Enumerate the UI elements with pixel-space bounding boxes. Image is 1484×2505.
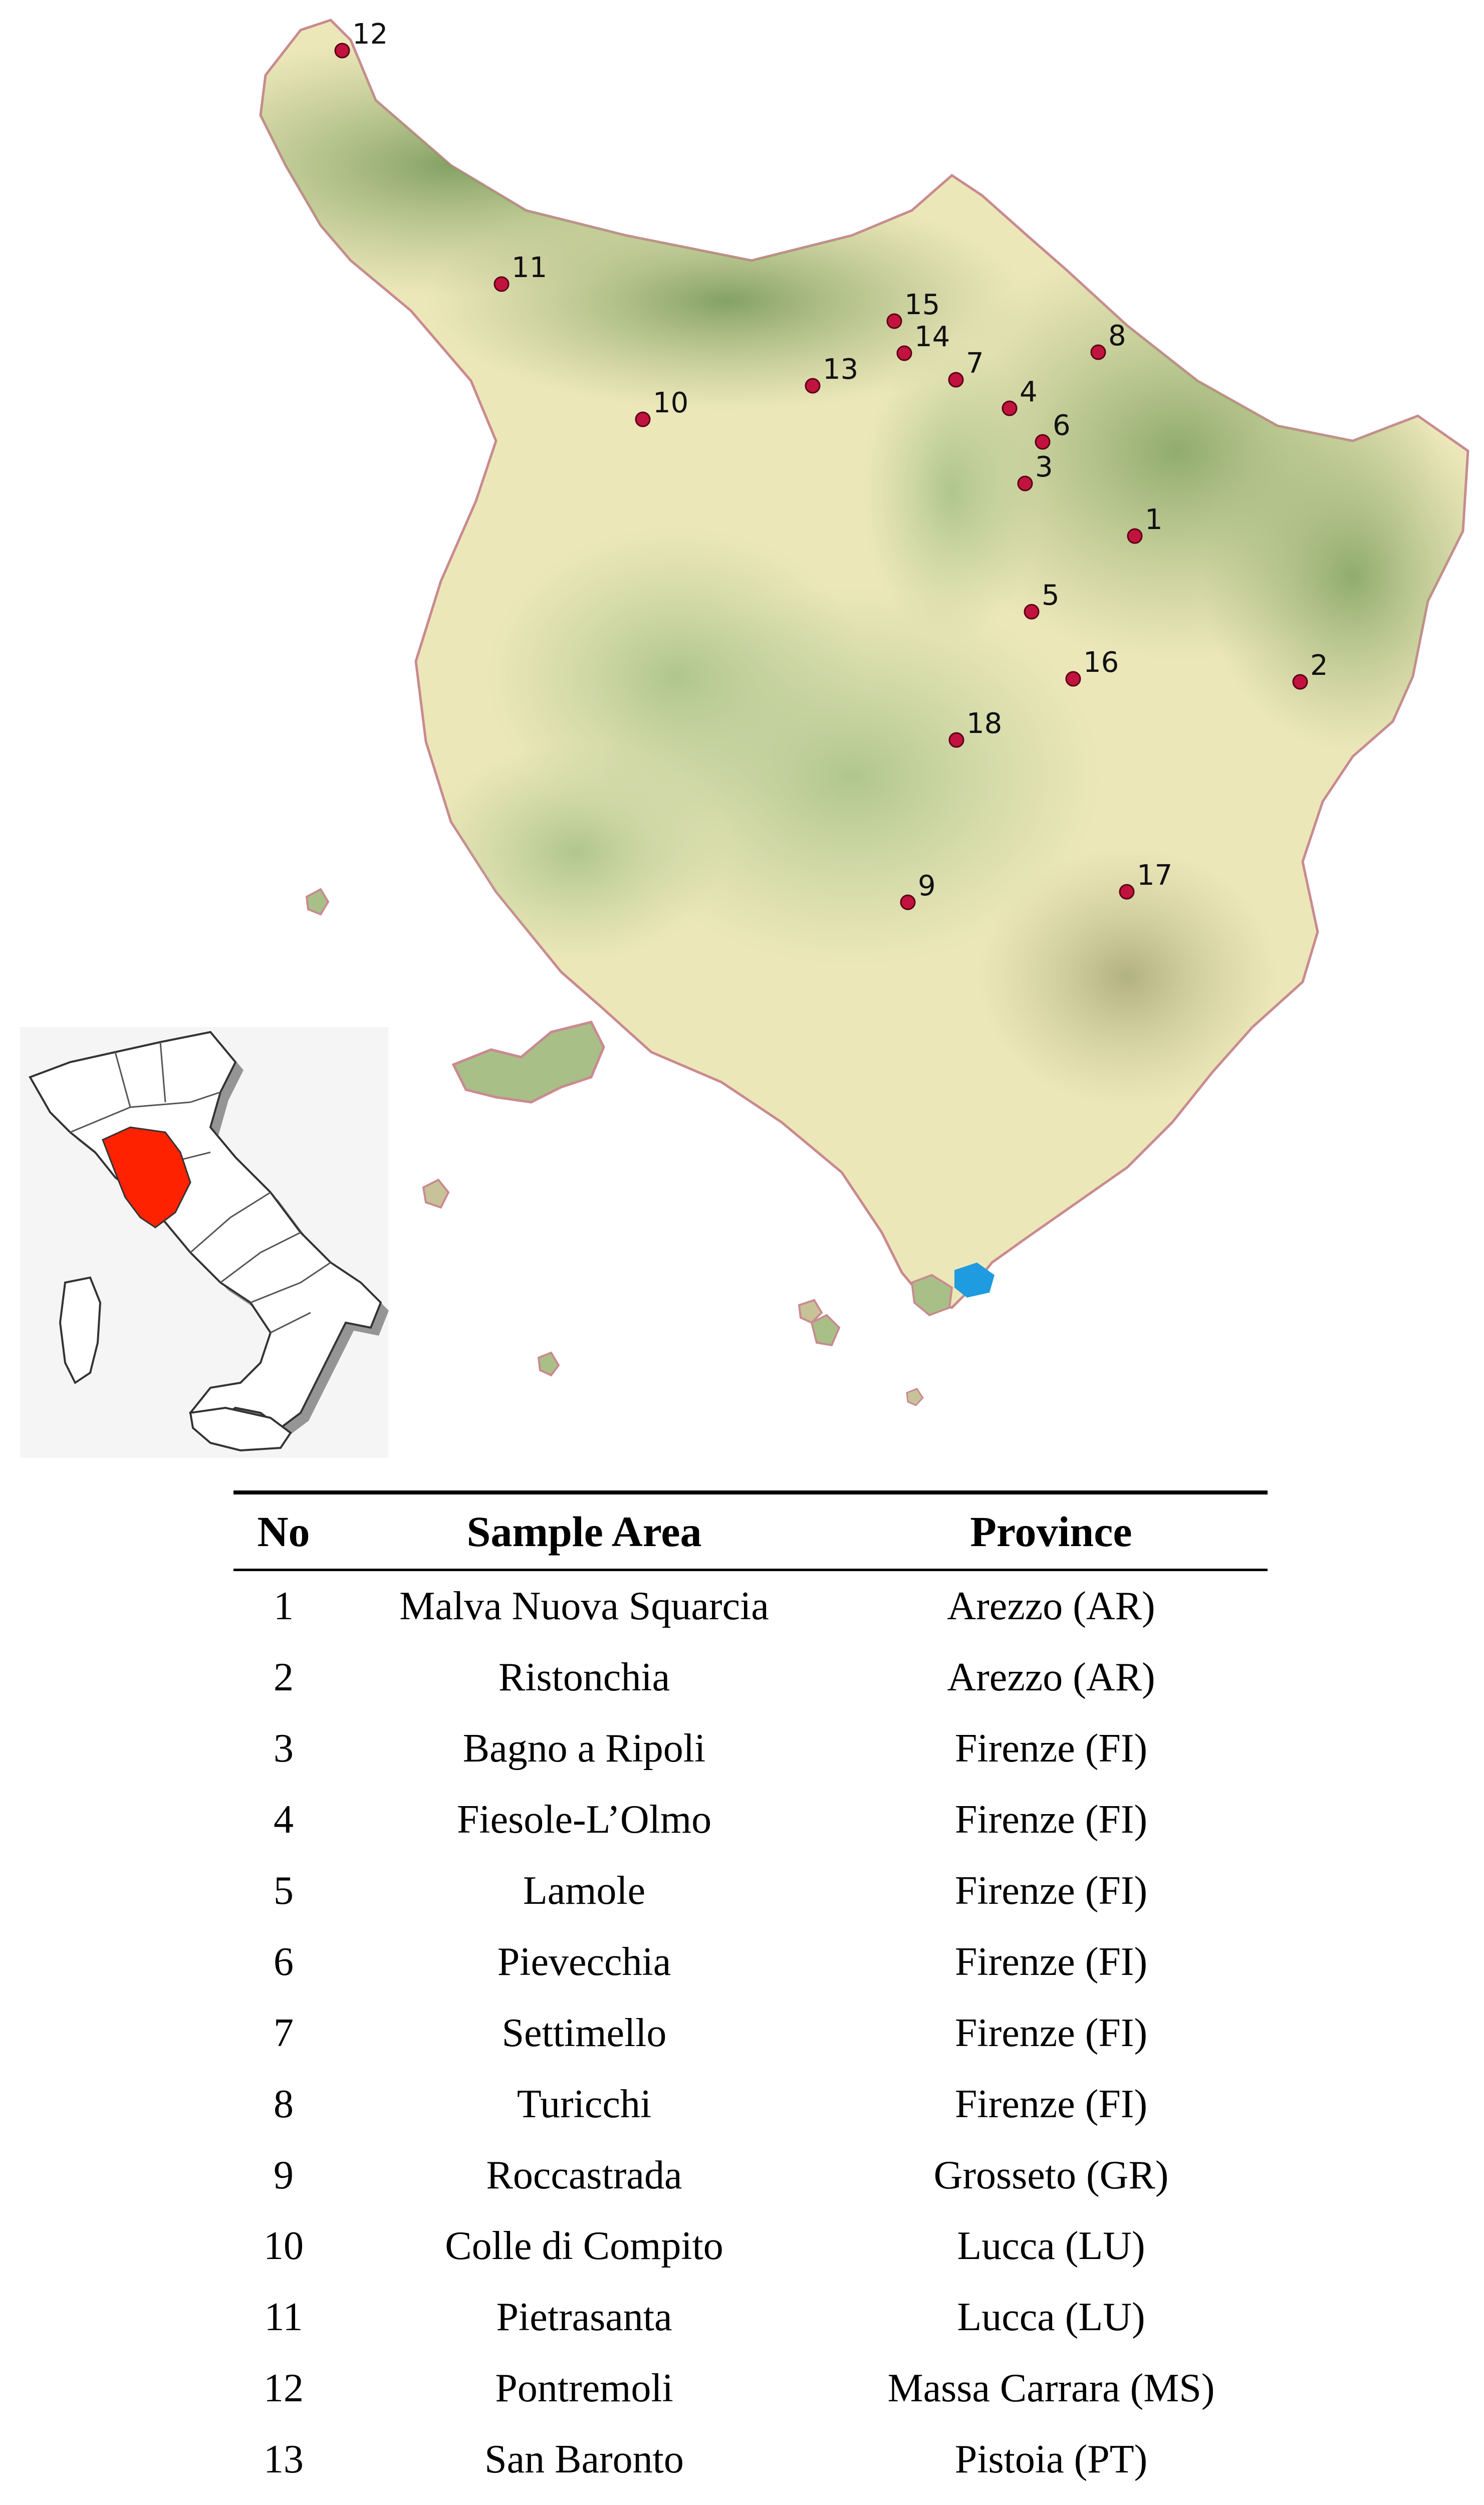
- cell-province: Pistoia (PT): [954, 2437, 1148, 2482]
- cell-no: 3: [274, 1726, 294, 1771]
- cell-no: 4: [274, 1798, 294, 1842]
- cell-province: Massa Carrara (MS): [887, 2366, 1215, 2411]
- giglio-island: [539, 1353, 559, 1375]
- sample-marker-label: 14: [914, 321, 950, 353]
- cell-province: Arezzo (AR): [947, 1655, 1155, 1700]
- cell-province: Firenze (FI): [954, 2011, 1148, 2055]
- cell-no: 12: [264, 2366, 304, 2411]
- cell-province: Lucca (LU): [957, 2224, 1145, 2269]
- sample-marker: [897, 346, 911, 360]
- sample-marker-label: 5: [1042, 579, 1060, 612]
- montecristo-island: [812, 1315, 839, 1345]
- sample-marker-label: 13: [823, 353, 859, 386]
- table-row: [233, 2353, 1268, 2424]
- sample-marker: [901, 895, 915, 909]
- header-sample-area: Sample Area: [466, 1508, 702, 1556]
- sample-marker-label: 3: [1035, 451, 1053, 483]
- table-row: [233, 2495, 1268, 2505]
- header-no: No: [257, 1508, 310, 1556]
- sample-marker: [1066, 672, 1080, 686]
- table-row: [233, 1856, 1268, 1927]
- cell-sample-area: Colle di Compito: [445, 2224, 723, 2269]
- sample-marker-label: 1: [1145, 504, 1163, 536]
- cell-province: Firenze (FI): [954, 1726, 1148, 1771]
- table-row: [233, 1926, 1268, 1997]
- sample-marker-label: 9: [918, 870, 936, 902]
- cell-sample-area: San Baronto: [484, 2437, 684, 2482]
- sample-marker: [1293, 675, 1307, 689]
- sample-marker-label: 7: [966, 347, 984, 380]
- sample-marker-label: 10: [653, 387, 689, 419]
- cell-no: [233, 2495, 334, 2505]
- sample-marker: [1003, 401, 1017, 415]
- cell-sample-area: Roccastrada: [486, 2153, 682, 2197]
- sample-marker-label: 15: [904, 289, 940, 321]
- cell-sample-area: Fiesole-L’Olmo: [456, 1798, 712, 1842]
- table-row: [233, 1785, 1268, 1856]
- sample-marker: [1120, 885, 1134, 899]
- sample-marker: [949, 373, 963, 387]
- table-header-row: [233, 1492, 1268, 1570]
- cell-no: 13: [264, 2437, 304, 2482]
- cell-province: Grosseto (GR): [933, 2153, 1169, 2197]
- table-row: [233, 2211, 1268, 2282]
- cell-no: 2: [274, 1655, 294, 1700]
- cell-no: 10: [264, 2224, 304, 2269]
- cell-sample-area: [334, 2495, 835, 2505]
- cell-sample-area: Ristonchia: [498, 1655, 670, 1700]
- cell-no: 8: [274, 2082, 294, 2126]
- cell-province: Arezzo (AR): [947, 1584, 1155, 1629]
- table-row: [233, 1642, 1268, 1713]
- header-province: Province: [970, 1508, 1132, 1556]
- cell-province: Firenze (FI): [954, 2082, 1148, 2126]
- elba-island: [453, 1022, 604, 1102]
- sample-marker: [949, 733, 963, 747]
- cell-sample-area: Pievecchia: [497, 1939, 671, 1984]
- table-row: [233, 1713, 1268, 1785]
- cell-sample-area: Settimello: [502, 2011, 667, 2055]
- giannutri-island: [907, 1389, 923, 1405]
- sample-marker: [1128, 529, 1142, 543]
- sample-marker: [1091, 345, 1105, 359]
- gorgona-island: [307, 889, 328, 914]
- cell-sample-area: Bagno a Ripoli: [462, 1726, 706, 1771]
- cell-sample-area: Malva Nuova Squarcia: [399, 1584, 769, 1629]
- table-row: [233, 2282, 1268, 2353]
- cell-sample-area: Turicchi: [517, 2082, 652, 2126]
- sample-marker: [494, 277, 509, 291]
- table-row: [233, 1570, 1268, 1642]
- italy-inset: [20, 1027, 389, 1458]
- sample-marker-label: 12: [352, 18, 388, 51]
- sample-marker: [1025, 605, 1039, 619]
- sample-marker-label: 18: [966, 707, 1003, 740]
- cell-province: Firenze (FI): [954, 1939, 1148, 1984]
- cell-no: 1: [274, 1584, 294, 1629]
- sample-marker: [335, 44, 349, 58]
- sample-marker-label: 16: [1083, 646, 1119, 679]
- cell-province: Lucca (LU): [957, 2295, 1145, 2340]
- sample-marker-label: 6: [1053, 409, 1071, 442]
- sample-marker: [1018, 476, 1032, 490]
- cell-no: 5: [274, 1869, 294, 1913]
- sample-marker-label: 17: [1137, 859, 1173, 892]
- cell-no: 6: [274, 1939, 294, 1984]
- cell-no: 7: [274, 2011, 294, 2055]
- cell-province: Firenze (FI): [954, 1869, 1148, 1913]
- sample-marker-label: 11: [512, 252, 548, 284]
- table-row: [233, 2069, 1268, 2140]
- cell-province: Firenze (FI): [954, 1798, 1148, 1842]
- sample-marker: [806, 379, 820, 393]
- sample-marker: [1036, 435, 1050, 449]
- cell-sample-area: Pietrasanta: [496, 2295, 672, 2340]
- capraia-island: [423, 1180, 448, 1207]
- sample-marker-label: 4: [1020, 376, 1038, 408]
- sample-area-table: [233, 1490, 1268, 2505]
- table-row: [233, 2424, 1268, 2495]
- cell-province: [835, 2495, 1268, 2505]
- sample-marker: [636, 412, 650, 426]
- sample-marker: [887, 314, 901, 328]
- cell-sample-area: Lamole: [523, 1869, 646, 1913]
- cell-sample-area: Pontremoli: [495, 2366, 673, 2411]
- table-row: [233, 1997, 1268, 2069]
- cell-no: 9: [274, 2153, 294, 2197]
- cell-no: 11: [264, 2295, 303, 2340]
- sample-marker-label: 2: [1310, 649, 1328, 682]
- sample-marker-label: 8: [1108, 320, 1126, 352]
- table-row: [233, 2140, 1268, 2211]
